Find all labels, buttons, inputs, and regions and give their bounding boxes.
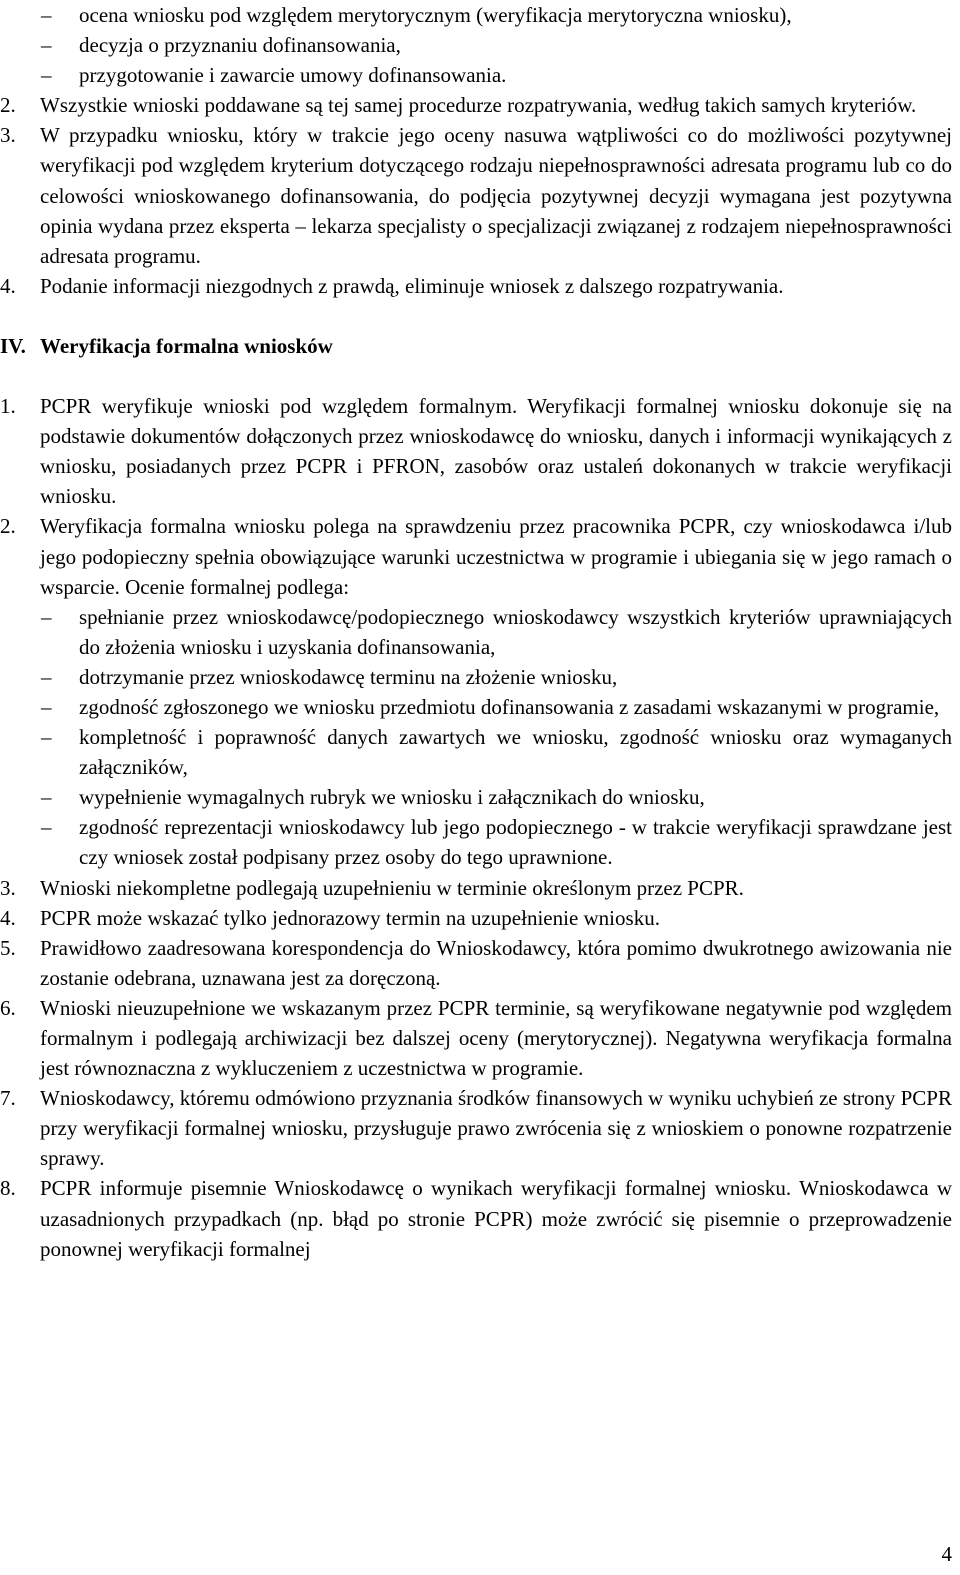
list-item-text: decyzja o przyznaniu dofinansowania, [79, 33, 401, 58]
list-item-text: wypełnienie wymagalnych rubryk we wniosku i załącznikach do wniosku, [79, 785, 705, 810]
dash-bullet: – [41, 694, 52, 719]
numbered-item [0, 1173, 952, 1263]
item-number: 3. [0, 875, 16, 900]
page-number: 4 [941, 1542, 952, 1566]
list-item [40, 782, 952, 812]
list-item [40, 722, 952, 782]
item-number: 5. [0, 935, 16, 960]
item-number: 4. [0, 905, 16, 930]
item-number: 6. [0, 995, 16, 1020]
item-number: 4. [0, 273, 16, 298]
numbered-item [0, 873, 952, 903]
list-item-text: kompletność i poprawność danych zawartych we wniosku, zgodność wniosku oraz wymaganych załączników, [79, 725, 952, 780]
list-item [0, 0, 952, 30]
item-text: Wnioski nieuzupełnione we wskazanym przez PCPR terminie, są weryfikowane negatywnie pod względem formalnym i podlegają archiwizacji bez dalszej oceny (merytorycznej). Negatywna weryfikacja formalna jest równoznaczna z wykluczeniem z uczestnictwa w programie. [40, 995, 952, 1081]
numbered-item [0, 993, 952, 1083]
item-number: 3. [0, 123, 16, 148]
item-text: W przypadku wniosku, który w trakcie jego oceny nasuwa wątpliwości co do możliwości pozytywnej weryfikacji pod względem kryterium dotyczącego rodzaju niepełnosprawności adresata programu lub co do celowości wnioskowanego dofinansowania, do podjęcia pozytywnej decyzji wymagana jest pozytywna opinia wydana przez eksperta – lekarza specjalisty o specjalizacji związanej z rodzajem niepełnosprawności adresata programu. [40, 123, 952, 268]
item-text: PCPR informuje pisemnie Wnioskodawcę o wynikach weryfikacji formalnej wniosku. Wnioskodawca w uzasadnionych przypadkach (np. błąd po stronie PCPR) może zwrócić się pisemnie o przeprowadzenie ponownej weryfikacji formalnej [40, 1176, 952, 1261]
numbered-item [0, 933, 952, 993]
list-item [40, 602, 952, 662]
list-item [0, 30, 952, 60]
item-number: 2. [0, 514, 16, 539]
item-number: 8. [0, 1176, 16, 1201]
numbered-item [0, 271, 952, 301]
item-text: PCPR weryfikuje wnioski pod względem formalnym. Weryfikacji formalnej wniosku dokonuje się na podstawie dokumentów dołączonych przez wnioskodawcę do wniosku, danych i informacji wynikających z wniosku, posiadanych przez PCPR i PFRON, zasobów oraz ustaleń dokonanych w trakcie weryfikacji wniosku. [40, 394, 952, 509]
numbered-item [0, 511, 952, 872]
list-item-text: przygotowanie i zawarcie umowy dofinansowania. [79, 63, 507, 88]
item-text: Weryfikacja formalna wniosku polega na sprawdzeniu przez pracownika PCPR, czy wnioskodawca i/lub jego podopieczny spełnia obowiązujące warunki uczestnictwa w programie i ubiegania się w jego ramach o wsparcie. Ocenie formalnej podlega: [40, 514, 952, 599]
item-number: 7. [0, 1086, 16, 1111]
list-item-text: zgodność reprezentacji wnioskodawcy lub jego podopiecznego - w trakcie weryfikacji sprawdzane jest czy wniosek został podpisany przez osoby do tego uprawnione. [79, 815, 952, 870]
item-text: Podanie informacji niezgodnych z prawdą, eliminuje wniosek z dalszego rozpatrywania. [40, 273, 784, 298]
item-text: Wnioski niekompletne podlegają uzupełnieniu w terminie określonym przez PCPR. [40, 875, 744, 900]
dash-bullet: – [41, 33, 52, 58]
dash-bullet: – [41, 63, 52, 88]
item-text: Wnioskodawcy, któremu odmówiono przyznania środków finansowych w wyniku uchybień ze strony PCPR przy weryfikacji formalnej wniosku, przysługuje prawo zwrócenia się z wnioskiem o ponowne rozpatrzenie sprawy. [40, 1086, 952, 1171]
item-number: 1. [0, 394, 16, 419]
numbered-item [0, 391, 952, 511]
section-heading [0, 331, 952, 361]
section-title: Weryfikacja formalna wniosków [40, 333, 333, 358]
dash-bullet: – [41, 604, 52, 629]
dash-bullet: – [41, 815, 52, 840]
item-number: 2. [0, 93, 16, 118]
list-item-text: spełnianie przez wnioskodawcę/podopiecznego wnioskodawcy wszystkich kryteriów uprawniających do złożenia wniosku i uzyskania dofinansowania, [79, 604, 952, 659]
list-item [40, 812, 952, 872]
dash-bullet: – [41, 3, 52, 27]
list-item-text: dotrzymanie przez wnioskodawcę terminu na złożenie wniosku, [79, 664, 618, 689]
section-number: IV. [0, 333, 26, 358]
numbered-item [0, 1083, 952, 1173]
dash-bullet: – [41, 664, 52, 689]
list-item-text: ocena wniosku pod względem merytorycznym (weryfikacja merytoryczna wniosku), [79, 3, 792, 27]
item-text: Wszystkie wnioski poddawane są tej samej procedurze rozpatrywania, według takich samych kryteriów. [40, 93, 917, 118]
numbered-item [0, 903, 952, 933]
numbered-item [0, 90, 952, 120]
list-item-text: zgodność zgłoszonego we wniosku przedmiotu dofinansowania z zasadami wskazanymi w programie, [79, 694, 940, 719]
item-text: Prawidłowo zaadresowana korespondencja do Wnioskodawcy, która pomimo dwukrotnego awizowania nie zostanie odebrana, uznawana jest za doręczoną. [40, 935, 952, 990]
list-item [40, 662, 952, 692]
list-item [0, 60, 952, 90]
item-text: PCPR może wskazać tylko jednorazowy termin na uzupełnienie wniosku. [40, 905, 660, 930]
list-item [40, 692, 952, 722]
dash-bullet: – [41, 725, 52, 750]
numbered-item [0, 120, 952, 270]
dash-bullet: – [41, 785, 52, 810]
